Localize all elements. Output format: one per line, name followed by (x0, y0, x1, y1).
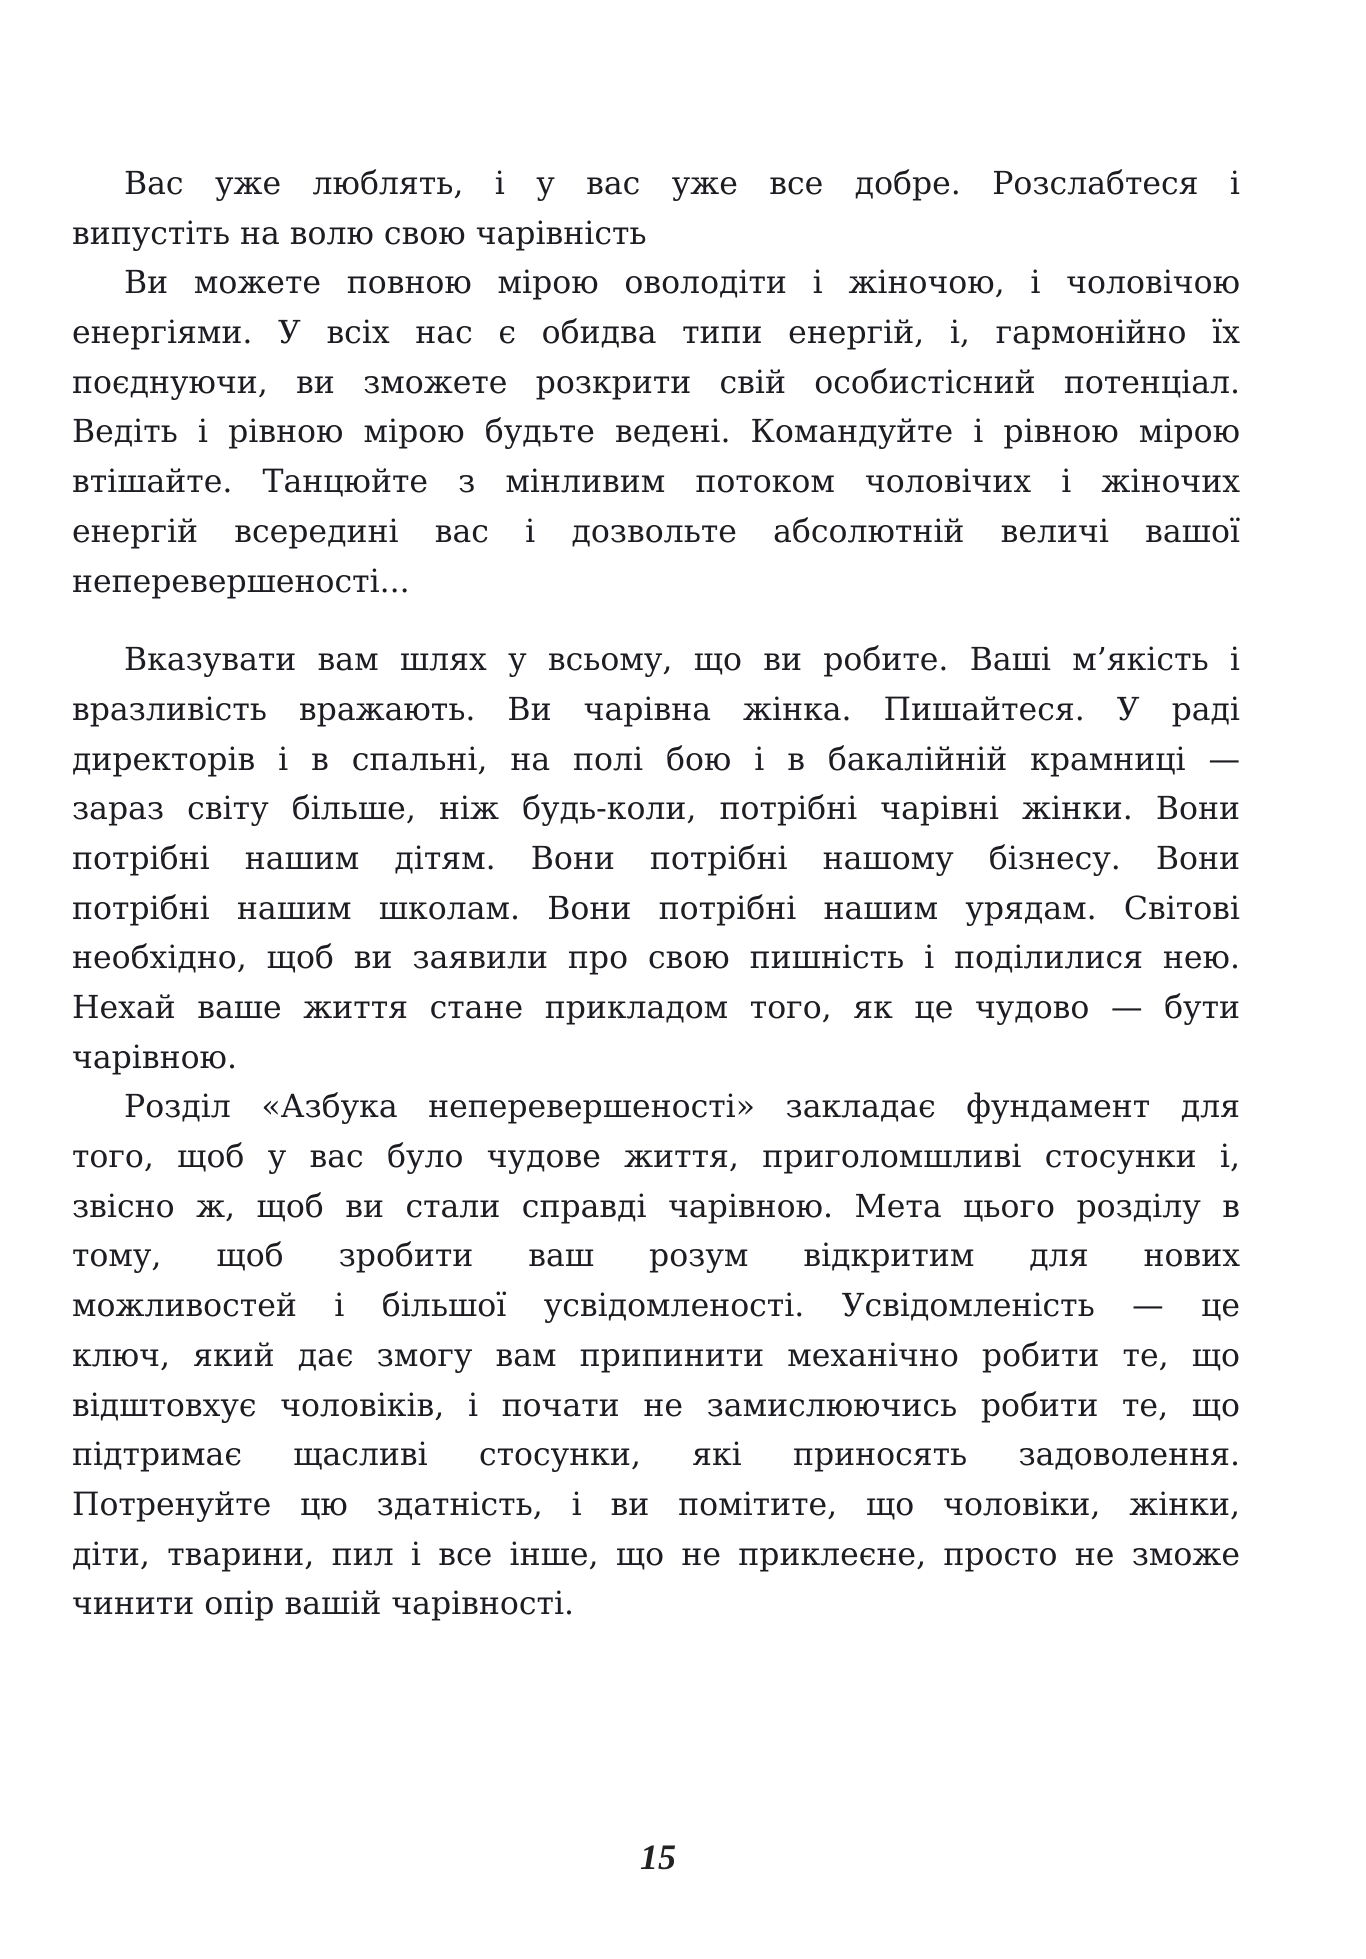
text-line: Нехай ваше життя стане прикладом того, як це чудово — бути (72, 990, 1240, 1026)
text-line: Ви можете повною мірою оволодіти і жіночою, і чоловічою (124, 265, 1240, 302)
text-line: діти, тварини, пил і все інше, що не приклеєне, просто не зможе (72, 1536, 1240, 1573)
text-line: тому, щоб зробити ваш розум відкритим для нових (72, 1238, 1240, 1275)
text-line: потрібні нашим школам. Вони потрібні нашим урядам. Світові (72, 890, 1240, 927)
page-number: 15 (640, 1837, 676, 1877)
paragraph (72, 1083, 1240, 1630)
text-line: енергіями. У всіх нас є обидва типи енергій, і, гармонійно їх (72, 315, 1240, 352)
paragraph (72, 259, 1240, 607)
text-line: неперевершеності... (72, 563, 410, 600)
text-line: чарівною. (72, 1039, 237, 1076)
text-line: вразливість вражають. Ви чарівна жінка. Пишайтеся. У раді (72, 691, 1240, 728)
text-line: Вказувати вам шлях у всьому, що ви робите. Ваші м’якість і (124, 642, 1240, 679)
text-line: директорів і в спальні, на полі бою і в бакалійній крамниці — (72, 741, 1240, 778)
text-line: Ведіть і рівною мірою будьте ведені. Командуйте і рівною мірою (72, 414, 1240, 451)
text-line: Вас уже люблять, і у вас уже все добре. Розслабтеся і (124, 166, 1240, 202)
text-line: потрібні нашим дітям. Вони потрібні нашому бізнесу. Вони (72, 840, 1240, 877)
text-line: випустіть на волю свою чарівність (72, 215, 647, 252)
text-line: відштовхує чоловіків, і почати не замислюючись робити те, що (72, 1387, 1240, 1424)
text-line: підтримає щасливі стосунки, які приносять задоволення. (72, 1437, 1240, 1474)
text-line: ключ, який дає змогу вам припинити механічно робити те, що (72, 1337, 1240, 1374)
text-line: можливостей і більшої усвідомленості. Усвідомленість — це (72, 1288, 1240, 1325)
text-line: втішайте. Танцюйте з мінливим потоком чоловічих і жіночих (72, 464, 1240, 501)
paragraph-gap (72, 607, 1240, 636)
text-line: Потренуйте цю здатність, і ви помітите, що чоловіки, жінки, (72, 1486, 1240, 1523)
text-line: необхідно, щоб ви заявили про свою пишність і поділилися нею. (72, 940, 1240, 977)
text-line: чинити опір вашій чарівності. (72, 1586, 575, 1623)
text-line: того, щоб у вас було чудове життя, приголомшливі стосунки і, (72, 1139, 1240, 1176)
text-line: енергій всередині вас і дозвольте абсолютній величі вашої (72, 513, 1240, 550)
text-line: поєднуючи, ви зможете розкрити свій особистісний потенціал. (72, 364, 1240, 401)
page-body (72, 160, 1240, 1630)
paragraph (72, 636, 1240, 1083)
text-line: звісно ж, щоб ви стали справді чарівною. Мета цього розділу в (72, 1188, 1240, 1225)
paragraph (72, 160, 1240, 259)
text-line: Розділ «Азбука неперевершеності» закладає фундамент для (124, 1089, 1240, 1126)
text-line: зараз світу більше, ніж будь-коли, потрібні чарівні жінки. Вони (72, 791, 1240, 828)
